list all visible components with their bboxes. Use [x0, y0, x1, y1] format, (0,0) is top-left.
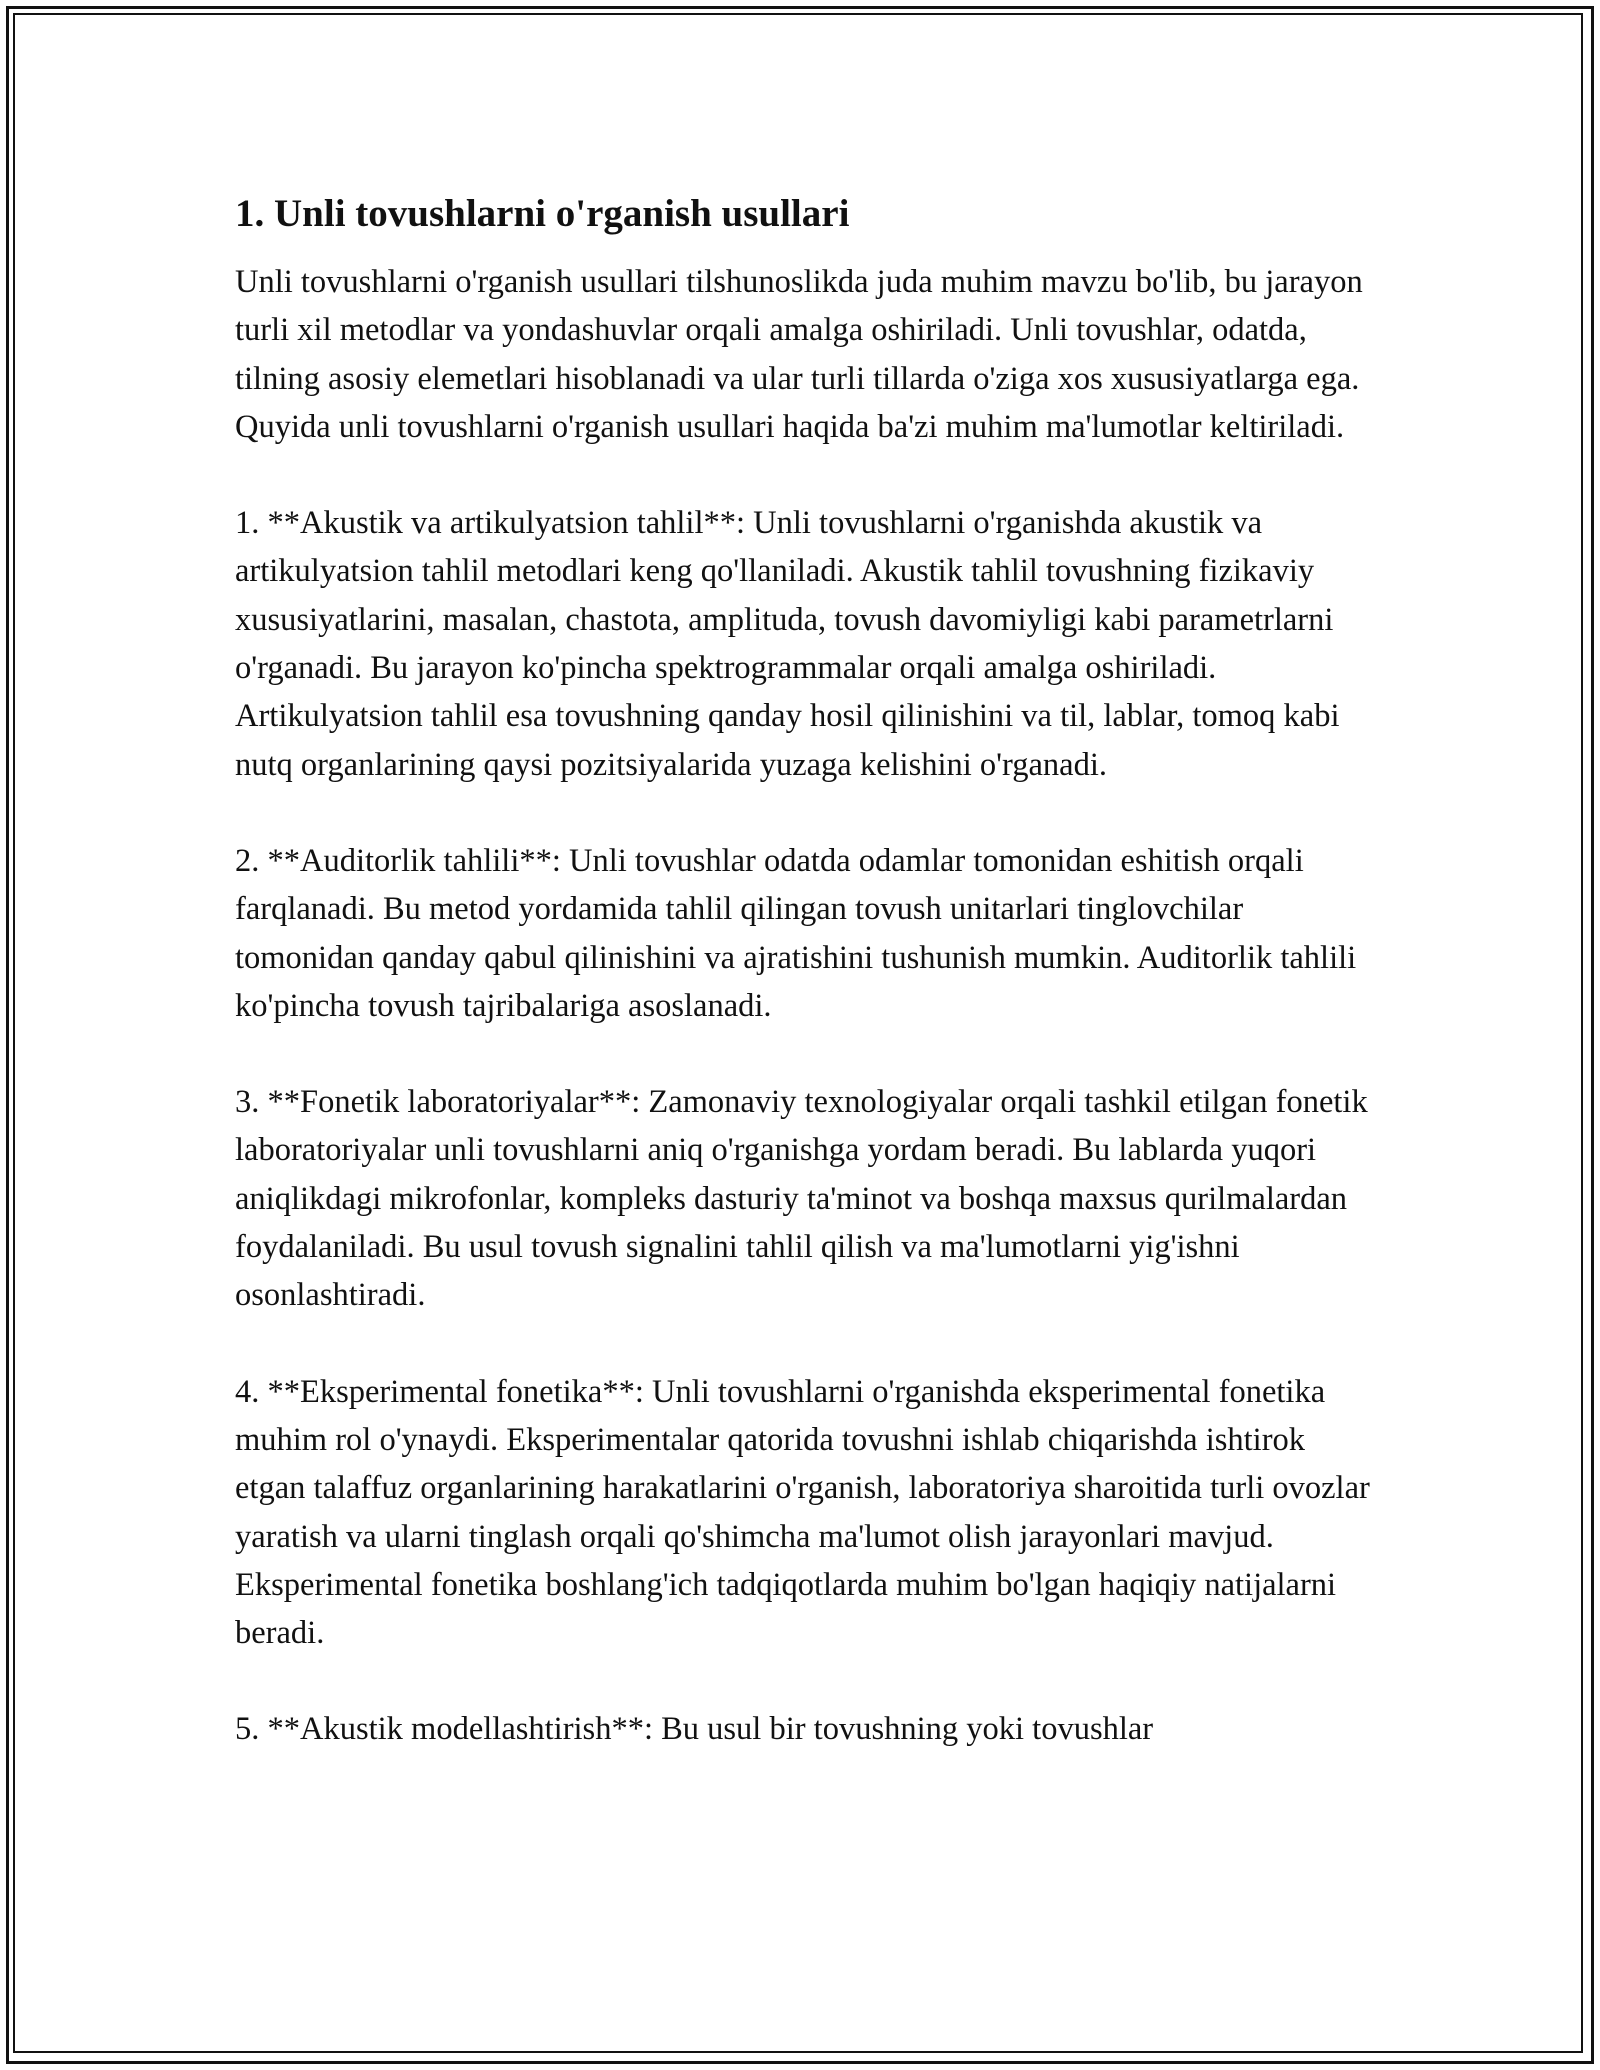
paragraph-auditorlik: 2. **Auditorlik tahlili**: Unli tovushlar odatda odamlar tomonidan eshitish orqali farqlanadi. Bu metod yordamida tahlil qilingan tovush unitarlari tinglovchilar tomonidan qanday qabul qilinishini va ajratishini tushunish mumkin. Auditorlik tahlili ko'pincha tovush tajribalariga asoslanadi. — [235, 842, 1357, 1024]
paragraph-eksperimental-fonetika: 4. **Eksperimental fonetika**: Unli tovushlarni o'rganishda eksperimental fonetika muhim rol o'ynaydi. Eksperimentalar qatorida tovushni ishlab chiqarishda ishtirok etgan talaffuz organlarining harakatlarini o'rganish, laboratoriya sharoitida turli ovozlar yaratish va ularni tinglash orqali qo'shimcha ma'lumot olish jarayonlari mavjud. Eksperimental fonetika boshlang'ich tadqiqotlarda muhim bo'lgan haqiqiy natijalarni beradi. — [235, 1373, 1370, 1652]
paragraph-fonetik-laboratoriyalar: 3. **Fonetik laboratoriyalar**: Zamonaviy texnologiyalar orqali tashkil etilgan fonetik laboratoriyalar unli tovushlarni aniq o'rganishga yordam beradi. Bu lablarda yuqori aniqlikdagi mikrofonlar, kompleks dasturiy ta'minot va boshqa maxsus qurilmalardan foydalaniladi. Bu usul tovush signalini tahlil qilish va ma'lumotlarni yig'ishni osonlashtiradi. — [235, 1084, 1368, 1314]
intro-paragraph: Unli tovushlarni o'rganish usullari tilshunoslikda juda muhim mavzu bo'lib, bu jarayon turli xil metodlar va yondashuvlar orqali amalga oshiriladi. Unli tovushlar, odatda, tilning asosiy elemetlari hisoblanadi va ular turli tillarda o'ziga xos xususiyatlarga ega. Quyida unli tovushlarni o'rganish usullari haqida ba'zi muhim ma'lumotlar keltiriladi. — [235, 264, 1363, 445]
section-heading: 1. Unli tovushlarni o'rganish usullari — [235, 192, 850, 235]
paragraph-akustik-artikulyatsion: 1. **Akustik va artikulyatsion tahlil**: Unli tovushlarni o'rganishda akustik va artikulyatsion tahlil metodlari keng qo'llaniladi. Akustik tahlil tovushning fizikaviy xususiyatlarini, masalan, chastota, amplituda, tovush davomiyligi kabi parametrlarni o'rganadi. Bu jarayon ko'pincha spektrogrammalar orqali amalga oshiriladi. Artikulyatsion tahlil esa tovushning qanday hosil qilinishini va til, lablar, tomoq kabi nutq organlarining qaysi pozitsiyalarida yuzaga kelishini o'rganadi. — [235, 505, 1340, 783]
document-body — [235, 188, 1375, 1802]
paragraph-akustik-modellashtirish: 5. **Akustik modellashtirish**: Bu usul bir tovushning yoki tovushlar — [235, 1711, 1154, 1748]
